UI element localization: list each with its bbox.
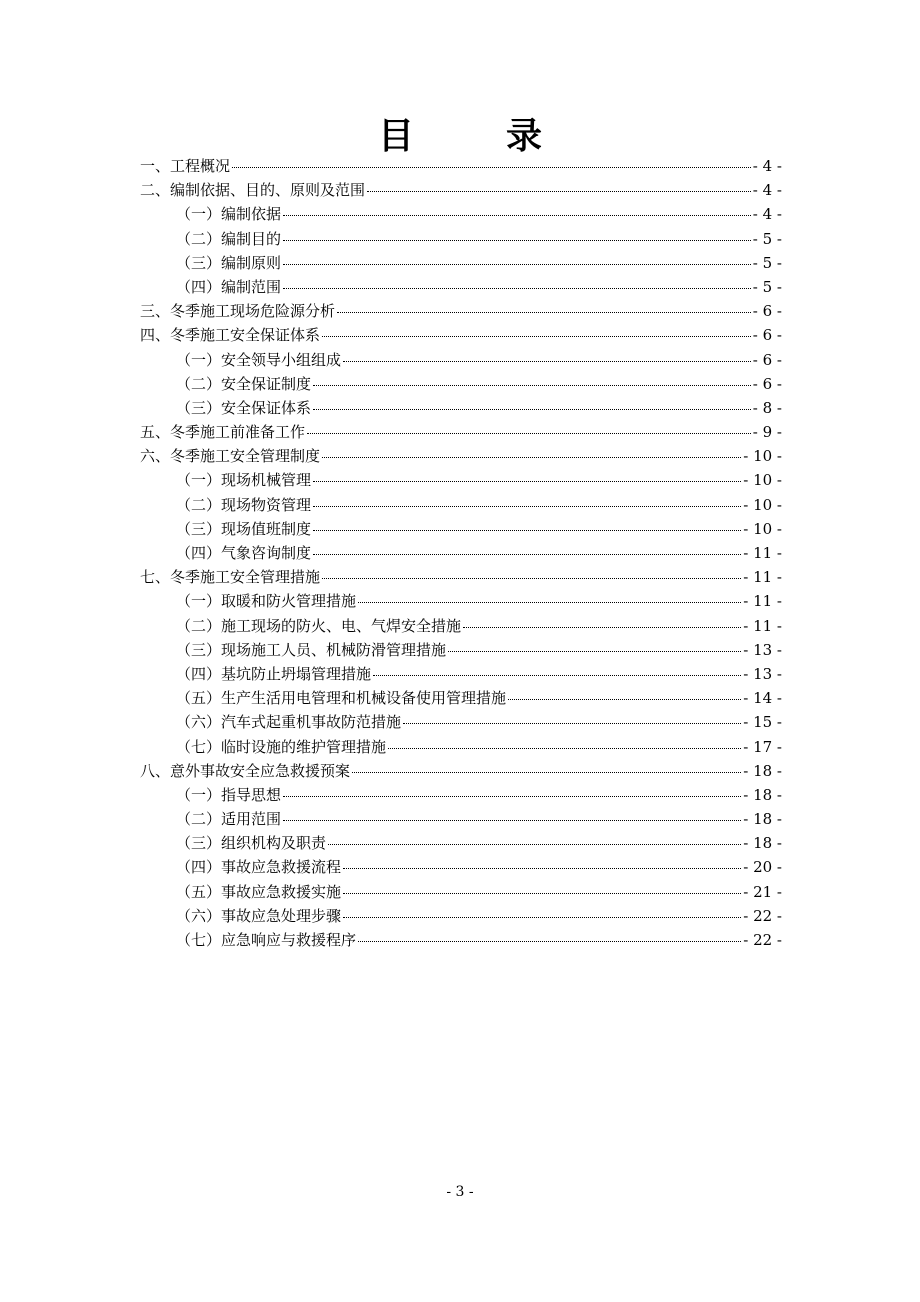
toc-entry[interactable] xyxy=(140,638,782,662)
toc-entry-label: （三）现场施工人员、机械防滑管理措施 xyxy=(176,640,447,659)
toc-entry[interactable] xyxy=(140,735,782,759)
toc-entry-label: （三）组织机构及职责 xyxy=(176,834,327,853)
toc-entry-page: - 10 - xyxy=(743,519,782,538)
toc-entry-label: （一）指导思想 xyxy=(176,785,282,804)
toc-leader-dots xyxy=(352,771,741,773)
toc-entry-page: - 5 - xyxy=(752,229,782,248)
toc-entry-label: （四）事故应急救援流程 xyxy=(176,858,342,877)
toc-entry-page: - 10 - xyxy=(743,471,782,490)
toc-leader-dots xyxy=(313,480,741,482)
toc-leader-dots xyxy=(307,432,751,434)
toc-leader-dots xyxy=(343,916,741,918)
toc-leader-dots xyxy=(322,456,741,458)
toc-entry-page: - 11 - xyxy=(743,544,782,562)
toc-leader-dots xyxy=(343,892,741,894)
toc-entry-page: - 18 - xyxy=(743,810,782,829)
toc-leader-dots xyxy=(283,239,751,241)
toc-entry-page: - 10 - xyxy=(743,447,782,466)
toc-leader-dots xyxy=(283,263,751,265)
toc-entry-label: （五）事故应急救援实施 xyxy=(176,882,342,901)
toc-leader-dots xyxy=(328,843,741,845)
page-title: 目 录 xyxy=(377,115,570,157)
toc-entry[interactable] xyxy=(140,202,782,226)
toc-entry[interactable] xyxy=(140,759,782,783)
page-number-footer: - 3 - xyxy=(446,1184,474,1200)
toc-entry[interactable] xyxy=(140,710,782,734)
toc-leader-dots xyxy=(322,335,751,337)
toc-entry-page: - 13 - xyxy=(743,640,782,659)
toc-leader-dots xyxy=(358,601,741,603)
toc-entry-page: - 18 - xyxy=(743,761,782,780)
toc-entry[interactable] xyxy=(140,299,782,323)
toc-leader-dots xyxy=(283,819,741,821)
toc-leader-dots xyxy=(322,577,741,579)
toc-entry-label: （一）安全领导小组组成 xyxy=(176,350,342,369)
toc-leader-dots xyxy=(448,650,741,652)
toc-entry-page: - 10 - xyxy=(743,495,782,514)
toc-entry[interactable] xyxy=(140,565,782,589)
toc-leader-dots xyxy=(343,360,751,362)
toc-leader-dots xyxy=(313,505,741,507)
toc-entry[interactable] xyxy=(140,541,782,565)
toc-entry[interactable] xyxy=(140,904,782,928)
toc-leader-dots xyxy=(313,553,741,555)
toc-entry[interactable] xyxy=(140,517,782,541)
toc-entry-label: （六）汽车式起重机事故防范措施 xyxy=(176,713,402,732)
toc-entry[interactable] xyxy=(140,614,782,638)
toc-entry[interactable] xyxy=(140,275,782,299)
toc-entry-label: （二）适用范围 xyxy=(176,810,282,829)
toc-entry[interactable] xyxy=(140,468,782,492)
toc-entry-label: （一）现场机械管理 xyxy=(176,471,312,490)
toc-entry-label: （二）施工现场的防火、电、气焊安全措施 xyxy=(176,616,462,635)
toc-entry[interactable] xyxy=(140,154,782,178)
toc-entry-page: - 6 - xyxy=(752,374,782,393)
toc-entry[interactable] xyxy=(140,831,782,855)
toc-entry-page: - 11 - xyxy=(743,568,782,587)
toc-entry-page: - 20 - xyxy=(743,858,782,877)
toc-entry-page: - 4 - xyxy=(752,157,782,175)
toc-entry-label: （三）现场值班制度 xyxy=(176,519,312,538)
toc-entry-label: 二、编制依据、目的、原则及范围 xyxy=(140,181,366,200)
toc-entry-page: - 6 - xyxy=(752,302,782,321)
toc-leader-dots xyxy=(313,408,751,410)
toc-entry[interactable] xyxy=(140,323,782,347)
toc-entry-label: （二）现场物资管理 xyxy=(176,495,312,514)
toc-leader-dots xyxy=(283,214,751,216)
toc-entry[interactable] xyxy=(140,662,782,686)
toc-entry[interactable] xyxy=(140,251,782,275)
toc-entry-label: （四）气象咨询制度 xyxy=(176,544,312,562)
toc-entry[interactable] xyxy=(140,589,782,613)
toc-entry-label: （一）取暖和防火管理措施 xyxy=(176,592,357,611)
toc-entry-label: 七、冬季施工安全管理措施 xyxy=(140,568,321,587)
toc-leader-dots xyxy=(232,166,751,168)
toc-entry-label: （五）生产生活用电管理和机械设备使用管理措施 xyxy=(176,689,507,708)
toc-entry-label: （七）应急响应与救援程序 xyxy=(176,931,357,949)
toc-entry-label: （四）编制范围 xyxy=(176,277,282,296)
toc-entry-page: - 5 - xyxy=(752,253,782,272)
toc-entry-label: 四、冬季施工安全保证体系 xyxy=(140,326,321,345)
toc-leader-dots xyxy=(373,674,741,676)
toc-entry-page: - 8 - xyxy=(752,398,782,417)
toc-entry-page: - 6 - xyxy=(752,350,782,369)
toc-leader-dots xyxy=(388,747,741,749)
toc-entry-page: - 4 - xyxy=(752,205,782,224)
toc-entry-page: - 18 - xyxy=(743,785,782,804)
toc-entry[interactable] xyxy=(140,444,782,468)
toc-entry[interactable] xyxy=(140,396,782,420)
toc-entry-label: （一）编制依据 xyxy=(176,205,282,224)
toc-entry[interactable] xyxy=(140,783,782,807)
toc-entry-page: - 21 - xyxy=(743,882,782,901)
toc-entry-page: - 13 - xyxy=(743,664,782,683)
toc-entry-label: （二）编制目的 xyxy=(176,229,282,248)
toc-leader-dots xyxy=(463,626,741,628)
toc-leader-dots xyxy=(508,698,741,700)
toc-entry-page: - 5 - xyxy=(752,277,782,296)
toc-entry-label: （七）临时设施的维护管理措施 xyxy=(176,737,387,756)
toc-entry-page: - 17 - xyxy=(743,737,782,756)
toc-entry-page: - 9 - xyxy=(752,423,782,442)
toc-entry[interactable] xyxy=(140,807,782,831)
toc-entry-page: - 22 - xyxy=(743,931,782,949)
toc-entry-label: （四）基坑防止坍塌管理措施 xyxy=(176,664,372,683)
toc-leader-dots xyxy=(313,529,741,531)
toc-entry[interactable] xyxy=(140,420,782,444)
toc-leader-dots xyxy=(367,190,751,192)
toc-entry-page: - 15 - xyxy=(743,713,782,732)
toc-entry[interactable] xyxy=(140,686,782,710)
toc-entry-label: 八、意外事故安全应急救援预案 xyxy=(140,761,351,780)
toc-leader-dots xyxy=(313,384,751,386)
toc-entry-label: （三）编制原则 xyxy=(176,253,282,272)
toc-leader-dots xyxy=(403,722,741,724)
toc-leader-dots xyxy=(283,287,751,289)
toc-entry-page: - 22 - xyxy=(743,906,782,925)
toc-leader-dots xyxy=(343,867,741,869)
toc-entry-label: （二）安全保证制度 xyxy=(176,374,312,393)
toc-entry-label: 三、冬季施工现场危险源分析 xyxy=(140,302,336,321)
toc-entry[interactable] xyxy=(140,348,782,372)
toc-entry-label: （六）事故应急处理步骤 xyxy=(176,906,342,925)
toc-entry-page: - 11 - xyxy=(743,592,782,611)
toc-entry[interactable] xyxy=(140,372,782,396)
toc-entry-label: （三）安全保证体系 xyxy=(176,398,312,417)
toc-leader-dots xyxy=(358,940,741,942)
toc-entry-page: - 11 - xyxy=(743,616,782,635)
toc-entry[interactable] xyxy=(140,855,782,879)
toc-entry[interactable] xyxy=(140,227,782,251)
toc-leader-dots xyxy=(283,795,741,797)
toc-entry[interactable] xyxy=(140,178,782,202)
toc-entry[interactable] xyxy=(140,928,782,952)
toc-entry-page: - 4 - xyxy=(752,181,782,200)
toc-entry-label: 六、冬季施工安全管理制度 xyxy=(140,447,321,466)
table-of-contents xyxy=(140,154,782,952)
toc-entry-label: 五、冬季施工前准备工作 xyxy=(140,423,306,442)
toc-leader-dots xyxy=(337,311,751,313)
toc-entry[interactable] xyxy=(140,493,782,517)
toc-entry-page: - 14 - xyxy=(743,689,782,708)
toc-entry-label: 一、工程概况 xyxy=(140,157,231,175)
toc-entry[interactable] xyxy=(140,880,782,904)
toc-entry-page: - 18 - xyxy=(743,834,782,853)
toc-entry-page: - 6 - xyxy=(752,326,782,345)
